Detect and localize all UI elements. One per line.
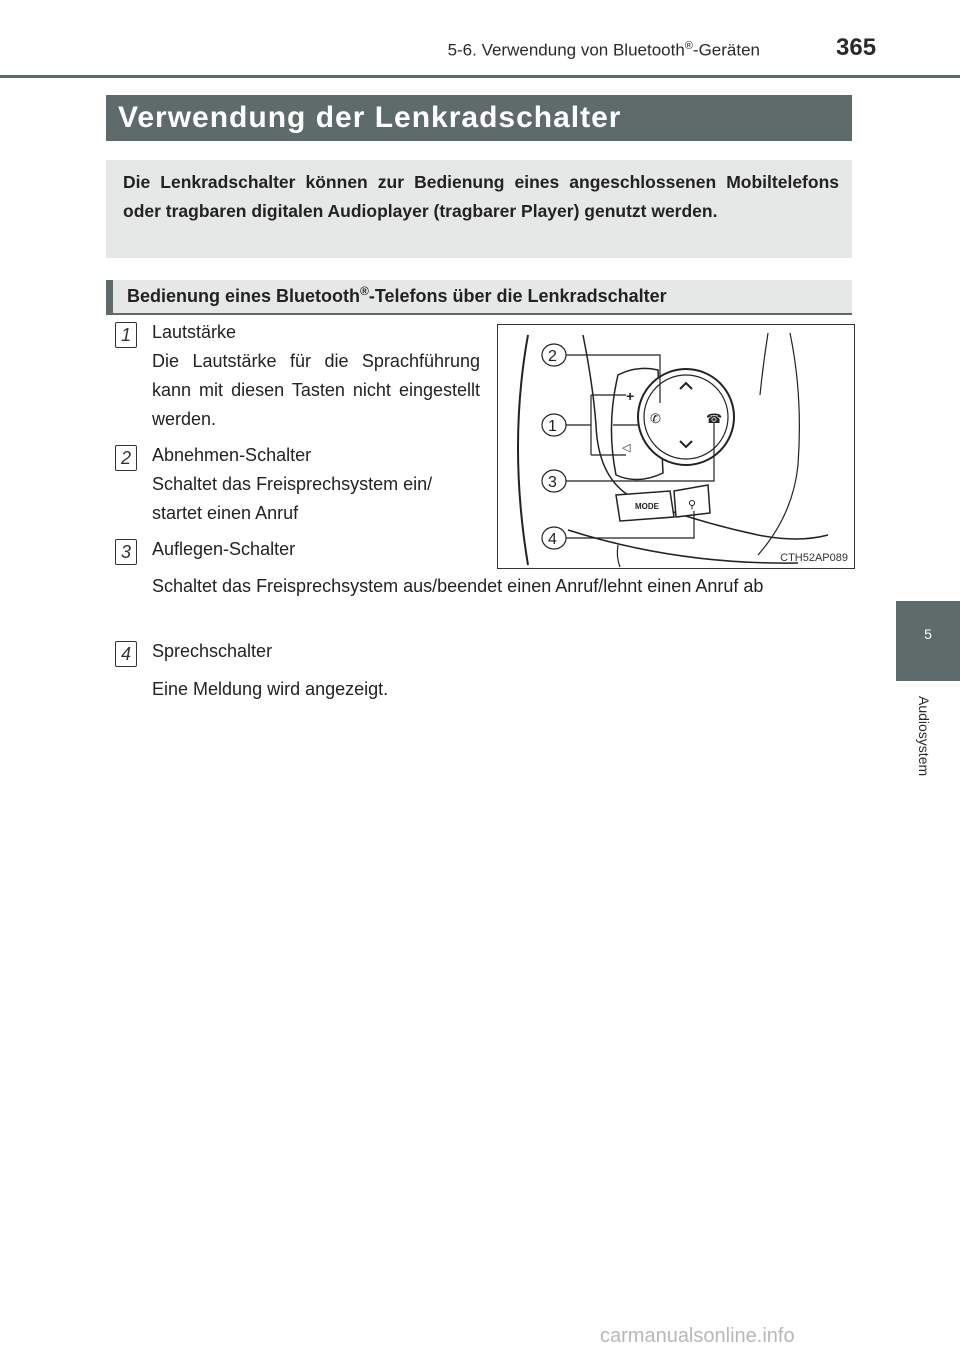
item-number-badge: 3 — [115, 539, 137, 565]
callout-4: 4 — [548, 531, 557, 548]
running-header — [0, 40, 760, 61]
speaker-icon: ◁ — [622, 442, 631, 454]
item-description: Schaltet das Freisprechsystem aus/beendet einen Anruf/lehnt einen Anruf ab — [152, 576, 764, 596]
item-title: Auflegen-Schalter — [152, 539, 296, 559]
item-title: Sprechschalter — [152, 641, 273, 661]
section-heading-suffix: -Telefons über die Lenkradschalter — [368, 286, 667, 306]
intro-text: Die Lenkradschalter können zur Bedienung eines angeschlossenen Mobiltelefons oder tragbaren digitalen Audioplayer (tragbarer Player) genutzt werden. — [123, 172, 839, 221]
chapter-number: 5 — [924, 626, 932, 642]
header-divider — [0, 75, 960, 78]
talk-icon: ⚲ — [688, 498, 697, 511]
header-section-prefix: 5-6. Verwendung von Bluetooth — [447, 40, 685, 60]
phone-pickup-icon: ✆ — [650, 412, 661, 427]
item-number-badge: 4 — [115, 641, 137, 667]
item-title: Abnehmen-Schalter — [152, 445, 312, 465]
callout-3: 3 — [548, 474, 557, 491]
section-heading-marker — [106, 280, 113, 315]
item-description: Schaltet das Freisprechsystem ein/ startet einen Anruf — [152, 474, 433, 523]
watermark: carmanualsonline.info — [600, 1325, 795, 1347]
figure-code: CTH52AP089 — [780, 552, 848, 564]
page-title-bar — [106, 95, 852, 141]
phone-hangup-icon: ☎ — [706, 412, 723, 427]
chapter-tab[interactable] — [896, 601, 960, 681]
section-heading-text — [127, 284, 667, 307]
registered-mark: ® — [684, 40, 693, 52]
item-description: Eine Meldung wird angezeigt. — [152, 679, 389, 699]
callout-1: 1 — [548, 418, 557, 435]
steering-switch-illustration — [498, 325, 854, 568]
steering-switch-figure — [497, 324, 855, 569]
header-section-suffix: -Geräten — [692, 40, 760, 60]
page-number: 365 — [836, 34, 877, 61]
item-number-badge: 1 — [115, 322, 137, 348]
registered-mark: ® — [360, 284, 369, 298]
plus-icon: + — [626, 388, 635, 404]
intro-box — [106, 160, 852, 258]
page-title: Verwendung der Lenkradschalter — [118, 101, 622, 134]
chapter-label: Audiosystem — [916, 696, 932, 777]
item-title: Lautstärke — [152, 322, 237, 342]
callout-2: 2 — [548, 348, 557, 365]
section-heading — [106, 280, 852, 315]
item-description: Die Lautstärke für die Sprachführung kann mit diesen Tasten nicht eingestellt werden. — [152, 351, 480, 429]
item-number-badge: 2 — [115, 445, 137, 471]
section-heading-prefix: Bedienung eines Bluetooth — [127, 286, 361, 306]
mode-label: MODE — [635, 502, 659, 511]
